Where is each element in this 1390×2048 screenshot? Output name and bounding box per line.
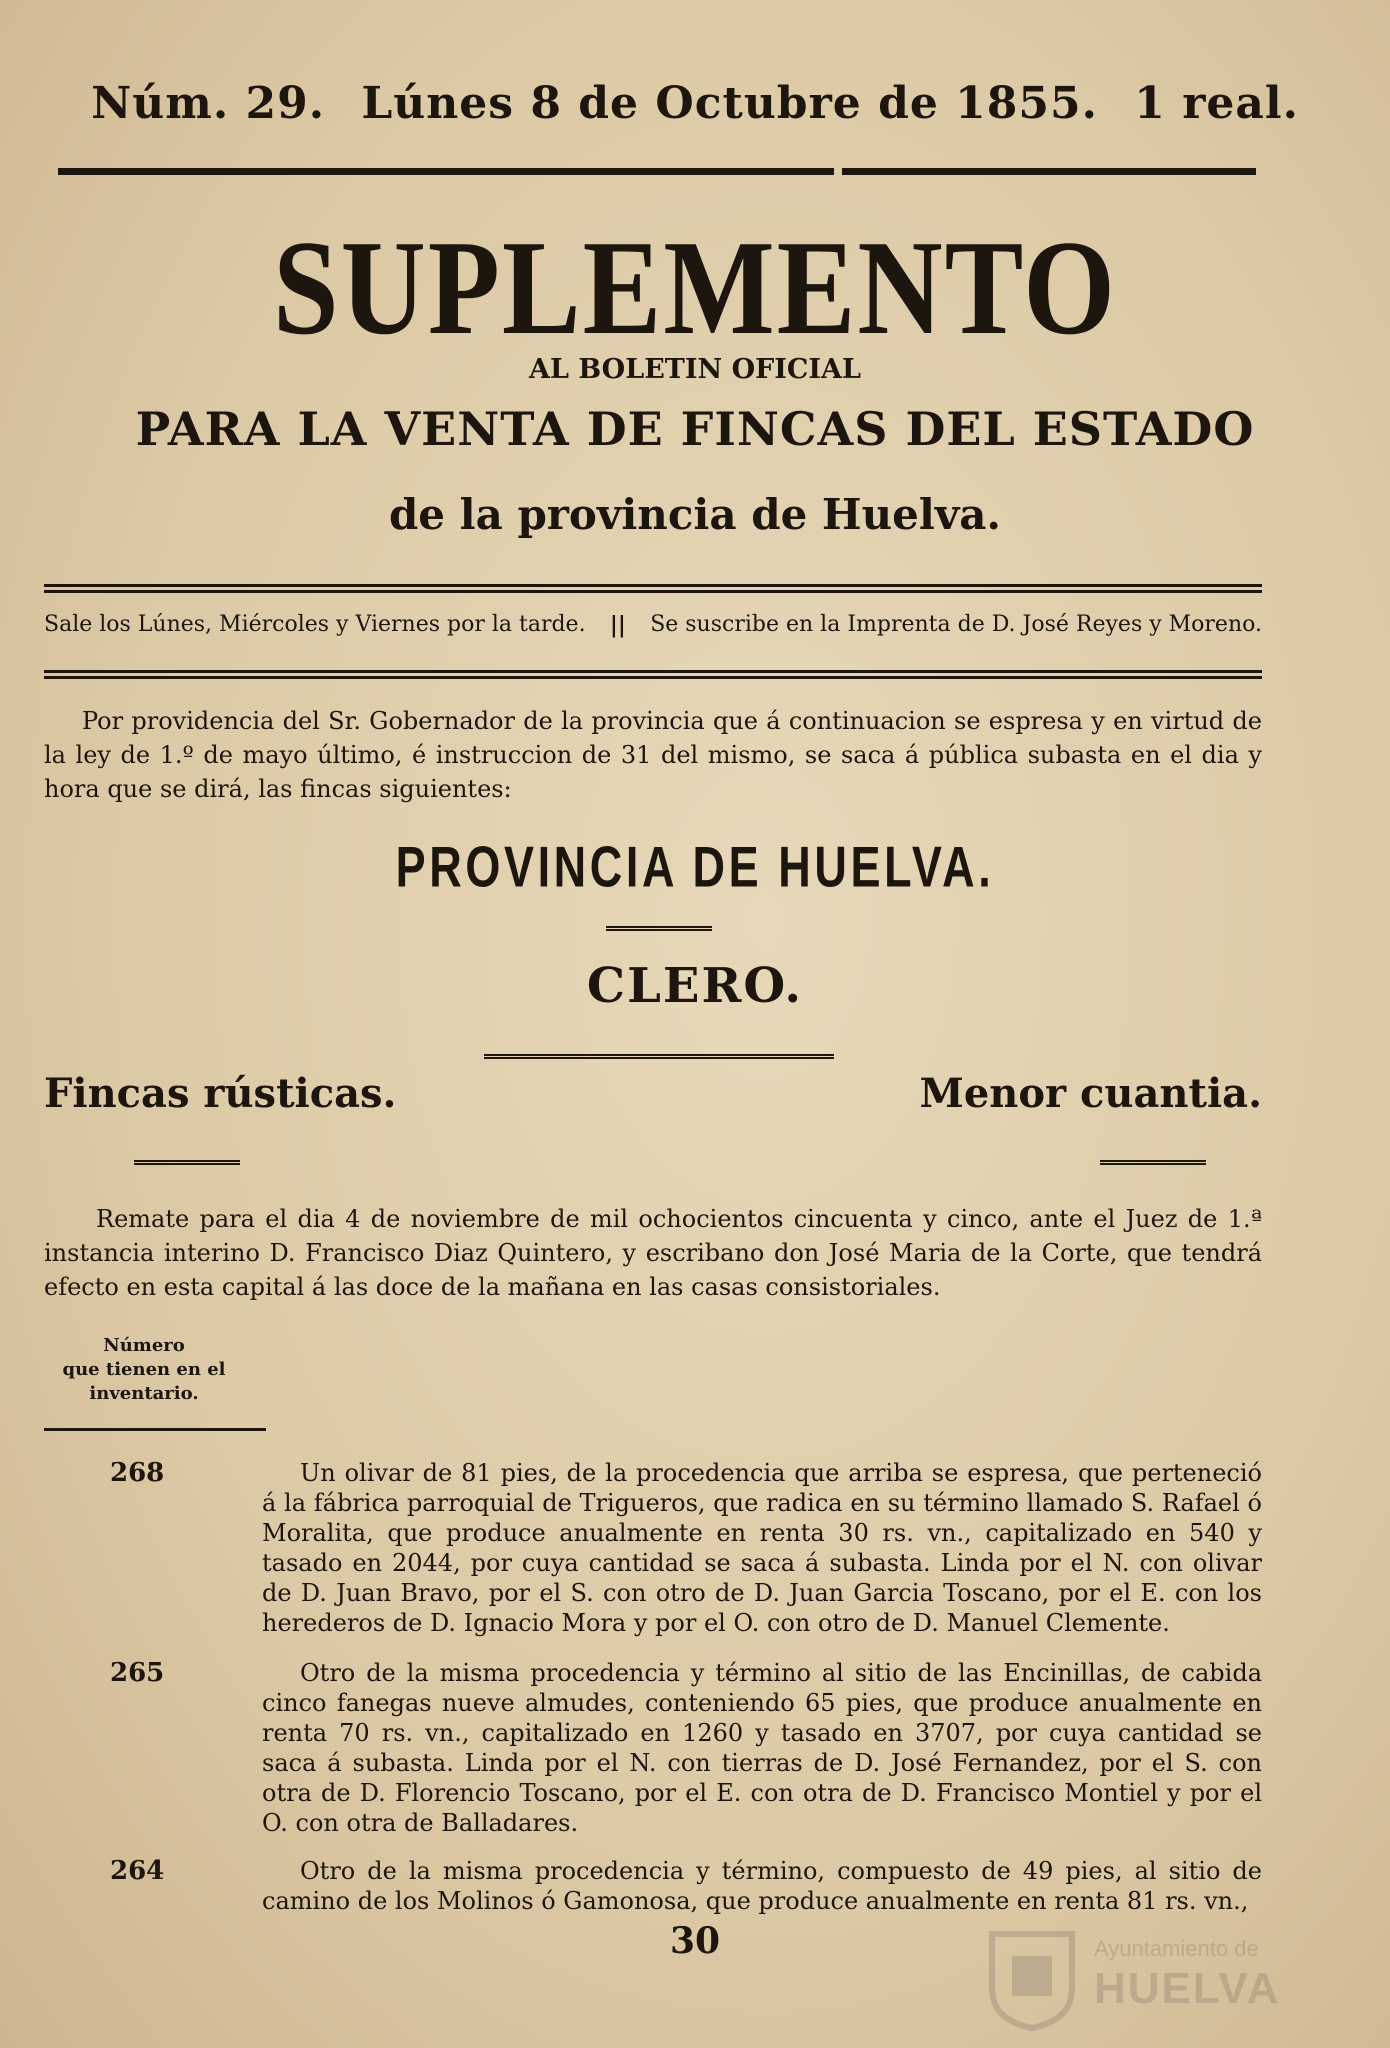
province-rule: [606, 926, 712, 931]
subheading-rule-right: [1100, 1160, 1206, 1165]
inventory-number-header: [44, 1334, 244, 1406]
info-rule-bottom: [44, 670, 1262, 679]
right-subheading: Menor cuantia.: [919, 1070, 1262, 1117]
archive-watermark: [982, 1922, 1312, 2032]
watermark-line-2: HUELVA: [1094, 1964, 1281, 2013]
info-rule-top: [44, 584, 1262, 593]
subtitle-line-3: de la provincia de Huelva.: [388, 490, 1002, 539]
entry-text: Otro de la misma procedencia y término, compuesto de 49 pies, al sitio de camino de los Molinos ó Gamonosa, que produce anualmente en renta 81 rs. vn.,: [262, 1857, 1262, 1915]
issue-number: Núm. 29.: [91, 78, 326, 129]
issue-price: 1 real.: [1134, 78, 1299, 129]
entry-text: Otro de la misma procedencia y término al sitio de las Encinillas, de cabida cinco fanegas nueve almudes, conteniendo 65 pies, que produce anualmente en renta 70 rs. vn., capitalizado en 1260 y tasado en 3707, por cuya cantidad se saca á subasta. Linda por el N. con tierras de D. José Fernandez, por el S. con otra de D. Florencio Toscano, por el E. con otra de D. Francisco Montiel y por el O. con otra de Balladares.: [262, 1659, 1262, 1837]
page-title: SUPLEMENTO: [273, 212, 1117, 363]
info-separator: ||: [609, 612, 626, 638]
entry-text: Un olivar de 81 pies, de la procedencia que arriba se espresa, que perteneció á la fábrica parroquial de Trigueros, que radica en su término llamado S. Rafael ó Moralita, que produce anualmente en renta 30 rs. vn., capitalizado en 540 y tasado en 2044, por cuya cantidad se saca á subasta. Linda por el N. con olivar de D. Juan Bravo, por el S. con otro de D. Juan Garcia Toscano, por el E. con los herederos de D. Ignacio Mora y por el O. con otro de D. Manuel Clemente.: [262, 1459, 1262, 1637]
inventory-header-line: inventario.: [89, 1383, 199, 1404]
city-seal-icon: [982, 1928, 1082, 2032]
section-rule: [484, 1054, 834, 1059]
page-number: 30: [669, 1920, 721, 1962]
inventory-header-line: que tienen en el: [62, 1359, 226, 1380]
publication-info: [44, 612, 1262, 638]
subscription-info: Se suscribe en la Imprenta de D. José Reyes y Moreno.: [650, 612, 1262, 637]
remate-paragraph: Remate para el dia 4 de noviembre de mil ochocientos cincuenta y cinco, ante el Juez de 1.ª instancia interino D. Francisco Diaz Quintero, y escribano don José Maria de la Corte, que tendrá efecto en esta capital á las doce de la mañana en las casas consistoriales.: [44, 1205, 1262, 1301]
province-heading: PROVINCIA DE HUELVA.: [395, 834, 995, 900]
issue-date: Lúnes 8 de Octubre de 1855.: [361, 78, 1098, 129]
inventory-header-line: Número: [103, 1335, 185, 1356]
left-subheading: Fincas rústicas.: [44, 1070, 397, 1117]
section-heading: CLERO.: [586, 958, 804, 1014]
top-rule-right: [842, 168, 1256, 175]
subtitle-line-1: AL BOLETIN OFICIAL: [529, 354, 861, 385]
entry-number: 264: [110, 1856, 165, 1886]
subheading-rule-left: [134, 1160, 240, 1165]
publication-schedule: Sale los Lúnes, Miércoles y Viernes por la tarde.: [44, 612, 586, 637]
subtitle-line-2: PARA LA VENTA DE FINCAS DEL ESTADO: [135, 402, 1255, 456]
top-rule-left: [58, 168, 834, 175]
watermark-line-1: Ayuntamiento de: [1094, 1936, 1259, 1961]
entry-number: 265: [110, 1658, 165, 1688]
entry-number: 268: [110, 1458, 165, 1488]
masthead: [0, 78, 1390, 129]
inventory-header-rule: [44, 1428, 266, 1431]
intro-paragraph: Por providencia del Sr. Gobernador de la provincia que á continuacion se espresa y en virtud de la ley de 1.º de mayo último, é instruccion de 31 del mismo, se saca á pública subasta en el dia y hora que se dirá, las fincas siguientes:: [44, 707, 1262, 803]
